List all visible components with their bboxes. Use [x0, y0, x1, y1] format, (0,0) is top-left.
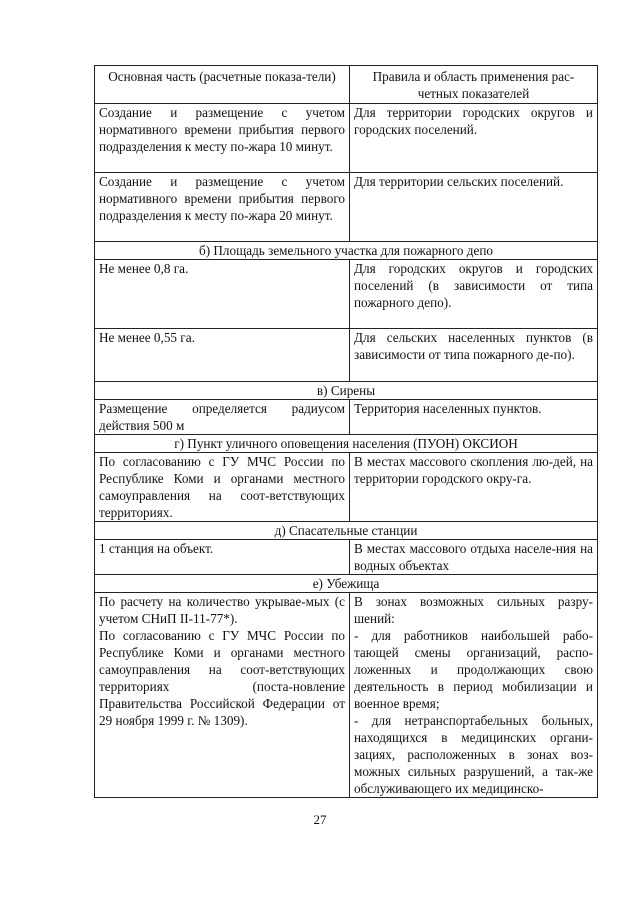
cell-right: Территория населенных пунктов.: [350, 400, 598, 435]
cell-right: Для территории сельских поселений.: [350, 173, 598, 242]
section-heading: [95, 382, 598, 400]
table-row: [95, 260, 598, 329]
shelter-left-paragraph-1: По расчету на количество укрывае-мых (с учетом СНиП II-11-77*).: [99, 594, 345, 626]
shelter-left-paragraph-2: По согласованию с ГУ МЧС России по Республике Коми и органами местного самоуправления на соот-ветствующих территориях (поста-новление Правительства Российской Федерации от 29 ноября 1999 г. № 1309).: [99, 628, 345, 728]
table-row: [95, 453, 598, 522]
section-title-rescue-stations: д) Спасательные станции: [95, 522, 598, 540]
cell-right: Для сельских населенных пунктов (в зависимости от типа пожарного де-по).: [350, 329, 598, 382]
shelter-right-paragraph-2: - для работников наибольшей рабо-тающей смены организаций, распо-ложенных и продолжающих свою деятельность в период мобилизации и военное время;: [354, 628, 593, 711]
page-number: 27: [313, 812, 327, 827]
table-row: [95, 173, 598, 242]
table-row: [95, 104, 598, 173]
shelter-right-paragraph-3: - для нетранспортабельных больных, находящихся в медицинских органи-зациях, расположенных в зонах воз-можных сильных разрушений, а так-же обслуживающего их медицинско-: [354, 713, 593, 796]
table-header-row: [95, 66, 598, 104]
section-title-sirens: в) Сирены: [95, 382, 598, 400]
section-heading: [95, 242, 598, 260]
section-title-fire-depot-area: б) Площадь земельного участка для пожарного депо: [95, 242, 598, 260]
cell-right: Для городских округов и городских поселений (в зависимости от типа пожарного депо).: [350, 260, 598, 329]
cell-right: В местах массового скопления лю-дей, на территории городского окру-га.: [350, 453, 598, 522]
cell-left: Создание и размещение с учетом нормативного времени прибытия первого подразделения к месту по-жара 20 минут.: [95, 173, 350, 242]
section-heading: [95, 575, 598, 593]
cell-left: Не менее 0,55 га.: [95, 329, 350, 382]
table-row: [95, 593, 598, 798]
section-heading: [95, 522, 598, 540]
section-title-shelters: е) Убежища: [95, 575, 598, 593]
cell-right: В местах массового отдыха населе-ния на водных объектах: [350, 540, 598, 575]
cell-left: По согласованию с ГУ МЧС России по Республике Коми и органами местного самоуправления на соот-ветствующих территориях.: [95, 453, 350, 522]
table-row: [95, 400, 598, 435]
cell-left: Не менее 0,8 га.: [95, 260, 350, 329]
cell-left: 1 станция на объект.: [95, 540, 350, 575]
section-title-warning-point: г) Пункт уличного оповещения населения (ПУОН) ОКСИОН: [95, 435, 598, 453]
table-row: [95, 540, 598, 575]
norms-table: [94, 65, 598, 798]
table-row: [95, 329, 598, 382]
header-main-part: Основная часть (расчетные показа-тели): [95, 66, 350, 104]
cell-left: Размещение определяется радиусом действия 500 м: [95, 400, 350, 435]
cell-right: Для территории городских округов и городских поселений.: [350, 104, 598, 173]
cell-left: [95, 593, 350, 798]
header-rules: Правила и область применения рас-четных показателей: [350, 66, 598, 104]
cell-left: Создание и размещение с учетом нормативного времени прибытия первого подразделения к месту по-жара 10 минут.: [95, 104, 350, 173]
section-heading: [95, 435, 598, 453]
shelter-right-paragraph-1: В зонах возможных сильных разру-шений:: [354, 594, 593, 626]
cell-right: [350, 593, 598, 798]
